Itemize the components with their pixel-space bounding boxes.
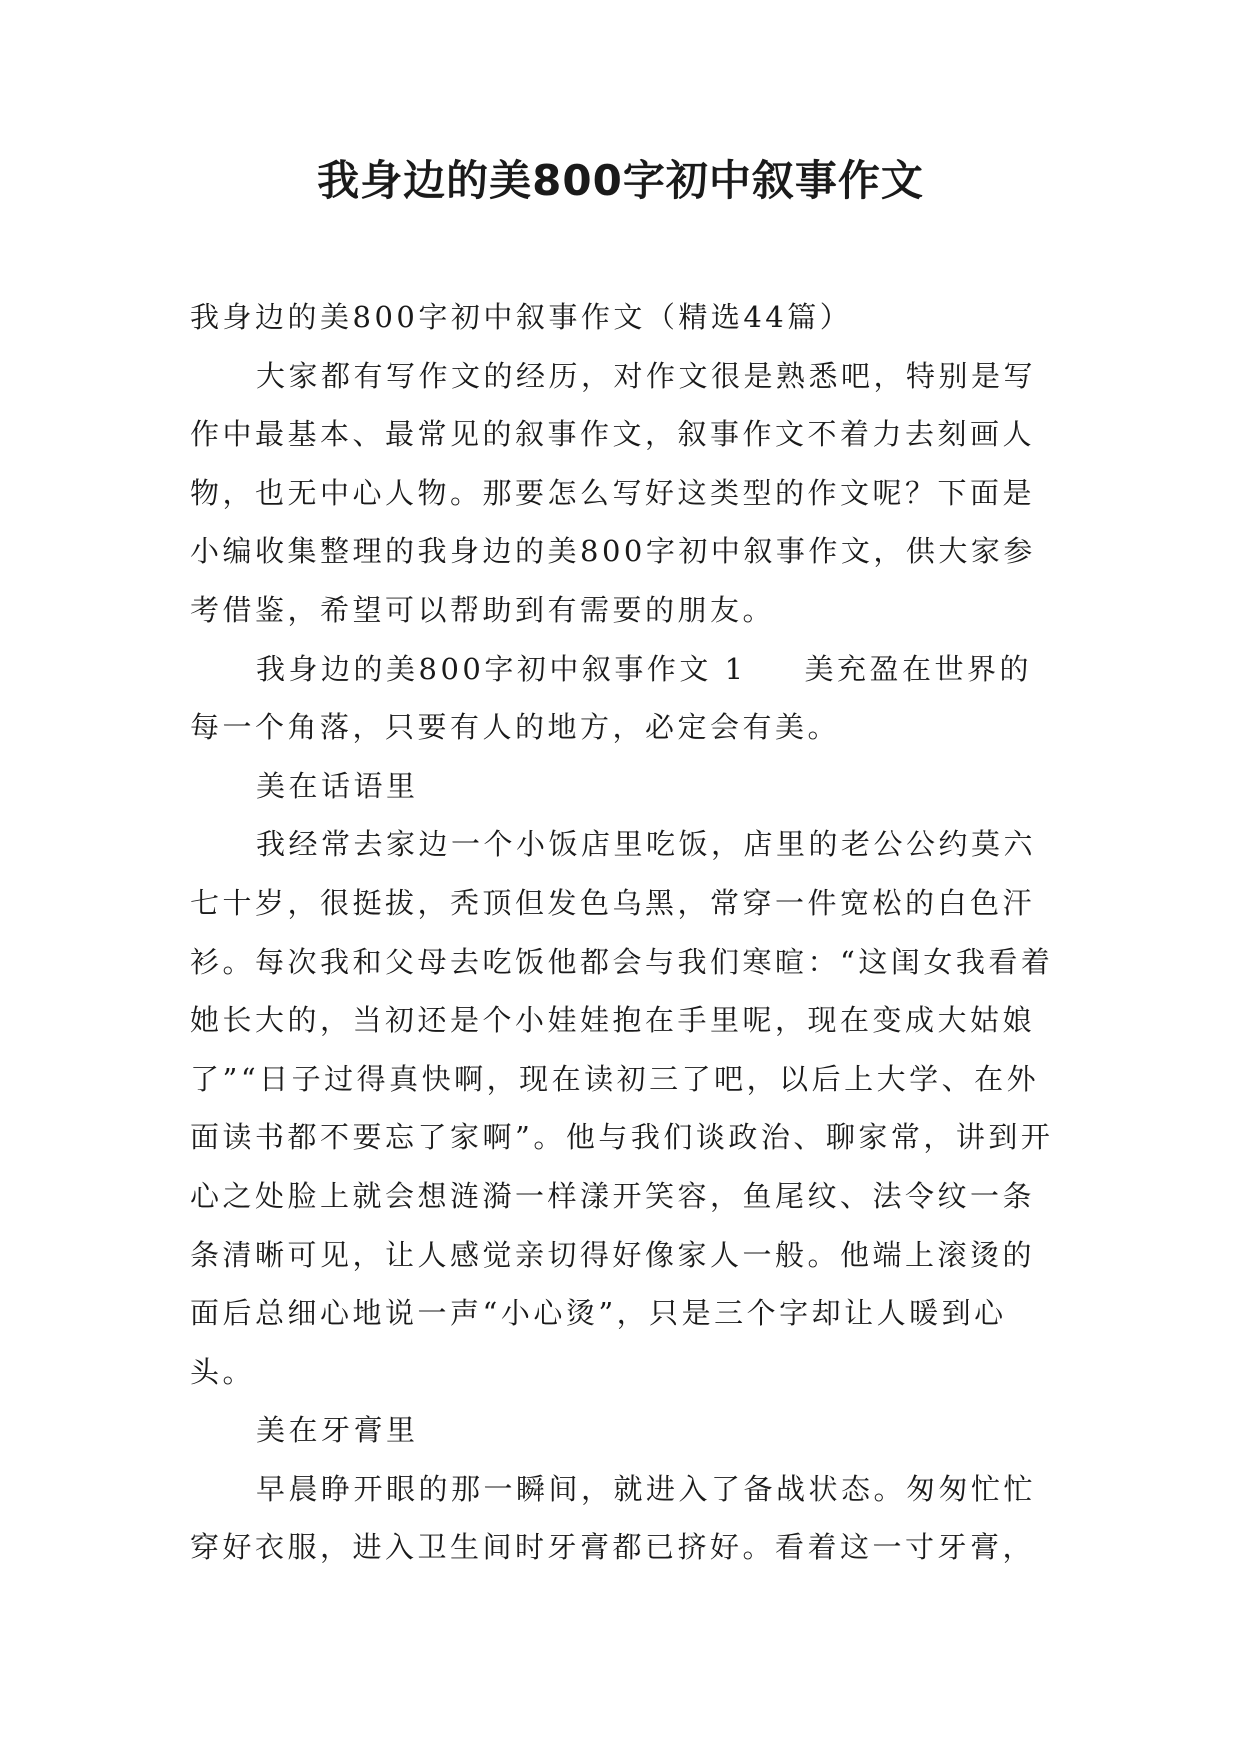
essay-1-heading: 我身边的美800字初中叙事作文 1	[256, 651, 747, 686]
essay-1-lead: 美充盈在世界的每一个角落，只要有人的地方，必定会有美。	[190, 651, 1033, 745]
section-heading: 美在牙膏里	[256, 1413, 419, 1448]
section-paragraph: 早晨睁开眼的那一瞬间，就进入了备战状态。匆匆忙忙穿好衣服，进入卫生间时牙膏都已挤好。看着这一寸牙膏，	[190, 1471, 1037, 1565]
section-heading: 美在话语里	[256, 768, 419, 803]
intro-paragraph: 大家都有写作文的经历，对作文很是熟悉吧，特别是写作中最基本、最常见的叙事作文，叙事作文不着力去刻画人物，也无中心人物。那要怎么写好这类型的作文呢？下面是小编收集整理的我身边的美800字初中叙事作文，供大家参考借鉴，希望可以帮助到有需要的朋友。	[190, 358, 1037, 627]
document-subtitle: 我身边的美800字初中叙事作文（精选44篇）	[190, 300, 853, 334]
section-paragraph: 我经常去家边一个小饭店里吃饭，店里的老公公约莫六七十岁，很挺拔，秃顶但发色乌黑，常穿一件宽松的白色汗衫。每次我和父母去吃饭他都会与我们寒暄：“这闺女我看着她长大的，当初还是个小娃娃抱在手里呢，现在变成大姑娘了”“日子过得真快啊，现在读初三了吧，以后上大学、在外面读书都不要忘了家啊”。他与我们谈政治、聊家常，讲到开心之处脸上就会想涟漪一样漾开笑容，鱼尾纹、法令纹一条条清晰可见，让人感觉亲切得好像家人一般。他端上滚烫的面后总细心地说一声“小心烫”，只是三个字却让人暖到心头。	[190, 827, 1054, 1389]
document-title: 我身边的美800字初中叙事作文	[317, 156, 924, 205]
document-body	[190, 288, 1058, 1577]
essay-1-paragraph	[190, 640, 1058, 757]
